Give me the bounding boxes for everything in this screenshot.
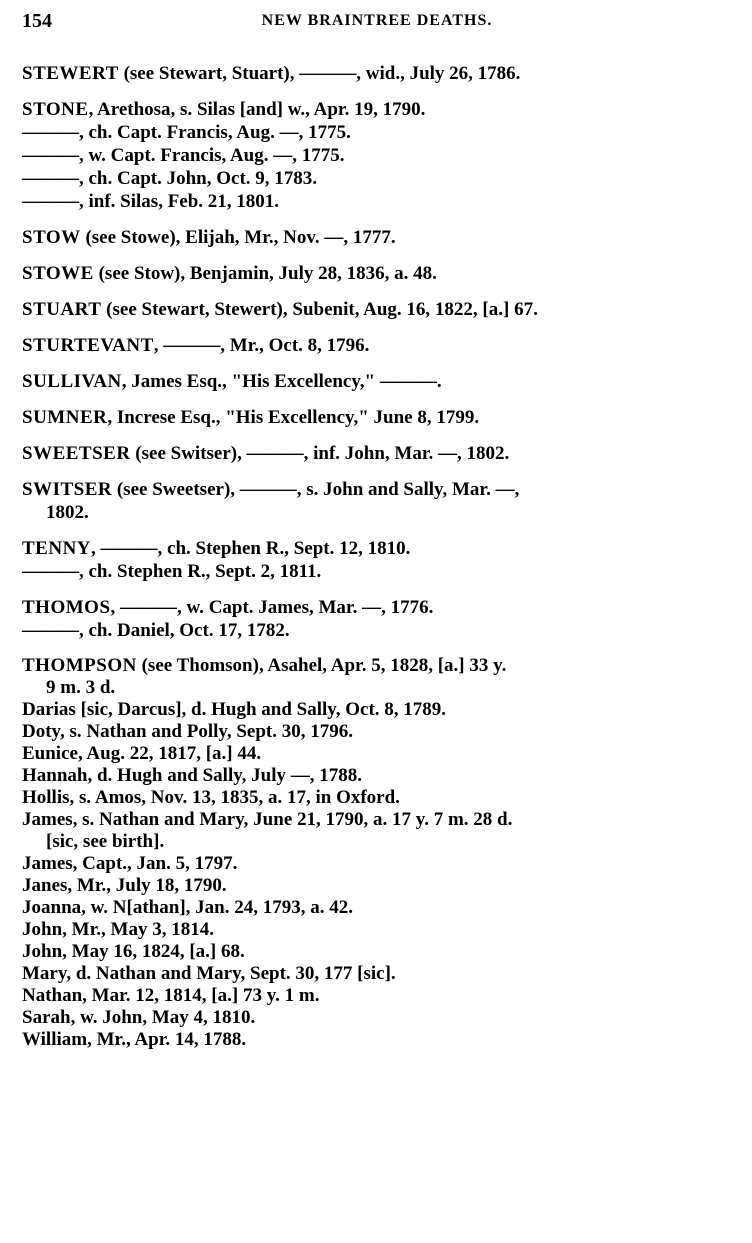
death-entry	[22, 226, 746, 249]
death-entry	[22, 442, 746, 465]
entry-text: Darias [sic, Darcus], d. Hugh and Sally, Oct. 8, 1789.	[22, 699, 447, 720]
entry-continuation-line	[22, 1007, 746, 1029]
death-entry	[22, 596, 746, 642]
surname: SWITSER	[22, 479, 113, 500]
entry-text: Hollis, s. Amos, Nov. 13, 1835, a. 17, in Oxford.	[22, 787, 400, 808]
page-number: 154	[22, 10, 52, 32]
entry-text: , James Esq., "His Excellency," ———.	[121, 371, 442, 392]
entry-continuation-line	[22, 765, 746, 787]
entry-text: Eunice, Aug. 22, 1817, [a.] 44.	[22, 743, 262, 764]
entry-text: ———, ch. Daniel, Oct. 17, 1782.	[22, 620, 290, 641]
entry-continuation-line	[22, 787, 746, 809]
entry-text: (see Stewart, Stuart), ———, wid., July 26, 1786.	[118, 63, 521, 84]
entry-first-line	[22, 596, 746, 619]
entry-first-line	[22, 478, 746, 501]
entry-text: ———, ch. Stephen R., Sept. 2, 1811.	[22, 561, 322, 582]
surname: SWEETSER	[22, 443, 131, 464]
death-entry	[22, 478, 746, 524]
entry-text: William, Mr., Apr. 14, 1788.	[22, 1029, 247, 1050]
entry-continuation-line	[22, 919, 746, 941]
entry-first-line	[22, 537, 746, 560]
entry-continuation-line	[22, 743, 746, 765]
entry-continuation-line	[22, 985, 746, 1007]
death-entry	[22, 262, 746, 285]
entry-text: Nathan, Mar. 12, 1814, [a.] 73 y. 1 m.	[22, 985, 320, 1006]
entry-text: , ———, Mr., Oct. 8, 1796.	[153, 335, 370, 356]
entry-text: Doty, s. Nathan and Polly, Sept. 30, 1796.	[22, 721, 353, 742]
entry-continuation-line	[22, 963, 746, 985]
entry-text: , ———, ch. Stephen R., Sept. 12, 1810.	[91, 538, 411, 559]
entry-continuation-line	[22, 167, 746, 190]
death-entry	[22, 655, 746, 1051]
entry-text: Hannah, d. Hugh and Sally, July —, 1788.	[22, 765, 363, 786]
death-entry	[22, 370, 746, 393]
entry-text: 1802.	[46, 502, 89, 523]
entry-continuation-line	[22, 121, 746, 144]
entry-first-line	[22, 262, 746, 285]
entry-text: Janes, Mr., July 18, 1790.	[22, 875, 227, 896]
surname: STUART	[22, 299, 102, 320]
surname: THOMPSON	[22, 655, 137, 676]
death-entry	[22, 62, 746, 85]
entry-text: James, Capt., Jan. 5, 1797.	[22, 853, 238, 874]
entry-first-line	[22, 98, 746, 121]
entry-continuation-line	[22, 699, 746, 721]
entry-first-line	[22, 226, 746, 249]
entry-continuation-line	[22, 831, 746, 853]
entry-text: John, May 16, 1824, [a.] 68.	[22, 941, 245, 962]
entry-continuation-line	[22, 721, 746, 743]
entry-first-line	[22, 62, 746, 85]
entry-continuation-line	[22, 897, 746, 919]
surname: TENNY	[22, 538, 92, 559]
death-entry	[22, 406, 746, 429]
entry-continuation-line	[22, 619, 746, 642]
entry-continuation-line	[22, 560, 746, 583]
entry-continuation-line	[22, 144, 746, 167]
entry-text: ———, w. Capt. Francis, Aug. —, 1775.	[22, 145, 345, 166]
entry-text: ———, ch. Capt. Francis, Aug. —, 1775.	[22, 122, 351, 143]
entry-continuation-line	[22, 853, 746, 875]
entry-text: (see Stewart, Stewert), Subenit, Aug. 16, 1822, [a.] 67.	[101, 299, 538, 320]
surname: STURTEVANT	[22, 335, 154, 356]
entry-text: James, s. Nathan and Mary, June 21, 1790, a. 17 y. 7 m. 28 d.	[22, 809, 513, 830]
entry-continuation-line	[22, 677, 746, 699]
entry-text: (see Thomson), Asahel, Apr. 5, 1828, [a.] 33 y.	[136, 655, 507, 676]
death-entry	[22, 537, 746, 583]
entry-text: ———, inf. Silas, Feb. 21, 1801.	[22, 191, 280, 212]
surname: SUMNER	[22, 407, 108, 428]
entry-text: John, Mr., May 3, 1814.	[22, 919, 214, 940]
entry-text: (see Stowe), Elijah, Mr., Nov. —, 1777.	[80, 227, 396, 248]
surname: STEWERT	[22, 63, 119, 84]
entry-first-line	[22, 370, 746, 393]
entry-continuation-line	[22, 190, 746, 213]
surname: SULLIVAN	[22, 371, 122, 392]
entry-continuation-line	[22, 875, 746, 897]
surname: STOWE	[22, 263, 94, 284]
entry-text: Mary, d. Nathan and Mary, Sept. 30, 177 [sic].	[22, 963, 396, 984]
entry-text: ———, ch. Capt. John, Oct. 9, 1783.	[22, 168, 318, 189]
entry-continuation-line	[22, 809, 746, 831]
page-header	[22, 10, 732, 36]
entry-continuation-line	[22, 1029, 746, 1051]
entry-first-line	[22, 334, 746, 357]
death-entry	[22, 98, 746, 213]
surname: THOMOS	[22, 597, 111, 618]
surname: STOW	[22, 227, 81, 248]
entry-text: , Arethosa, s. Silas [and] w., Apr. 19, 1790.	[88, 99, 426, 120]
entry-text: , ———, w. Capt. James, Mar. —, 1776.	[110, 597, 434, 618]
entry-text: Sarah, w. John, May 4, 1810.	[22, 1007, 256, 1028]
death-entry	[22, 298, 746, 321]
entry-text: (see Sweetser), ———, s. John and Sally, Mar. —,	[112, 479, 520, 500]
death-entry	[22, 334, 746, 357]
entry-text: (see Switser), ———, inf. John, Mar. —, 1802.	[130, 443, 510, 464]
running-title: NEW BRAINTREE DEATHS.	[261, 12, 493, 29]
entry-text: 9 m. 3 d.	[46, 677, 116, 698]
entry-text: Joanna, w. N[athan], Jan. 24, 1793, a. 42.	[22, 897, 353, 918]
entry-first-line	[22, 655, 746, 677]
entry-first-line	[22, 406, 746, 429]
entry-text: , Increse Esq., "His Excellency," June 8, 1799.	[107, 407, 480, 428]
entry-continuation-line	[22, 941, 746, 963]
entry-text: [sic, see birth].	[46, 831, 165, 852]
entry-first-line	[22, 298, 746, 321]
entry-first-line	[22, 442, 746, 465]
entries-list	[22, 62, 746, 1064]
entry-continuation-line	[22, 501, 746, 524]
entry-text: (see Stow), Benjamin, July 28, 1836, a. 48.	[93, 263, 437, 284]
surname: STONE	[22, 99, 89, 120]
